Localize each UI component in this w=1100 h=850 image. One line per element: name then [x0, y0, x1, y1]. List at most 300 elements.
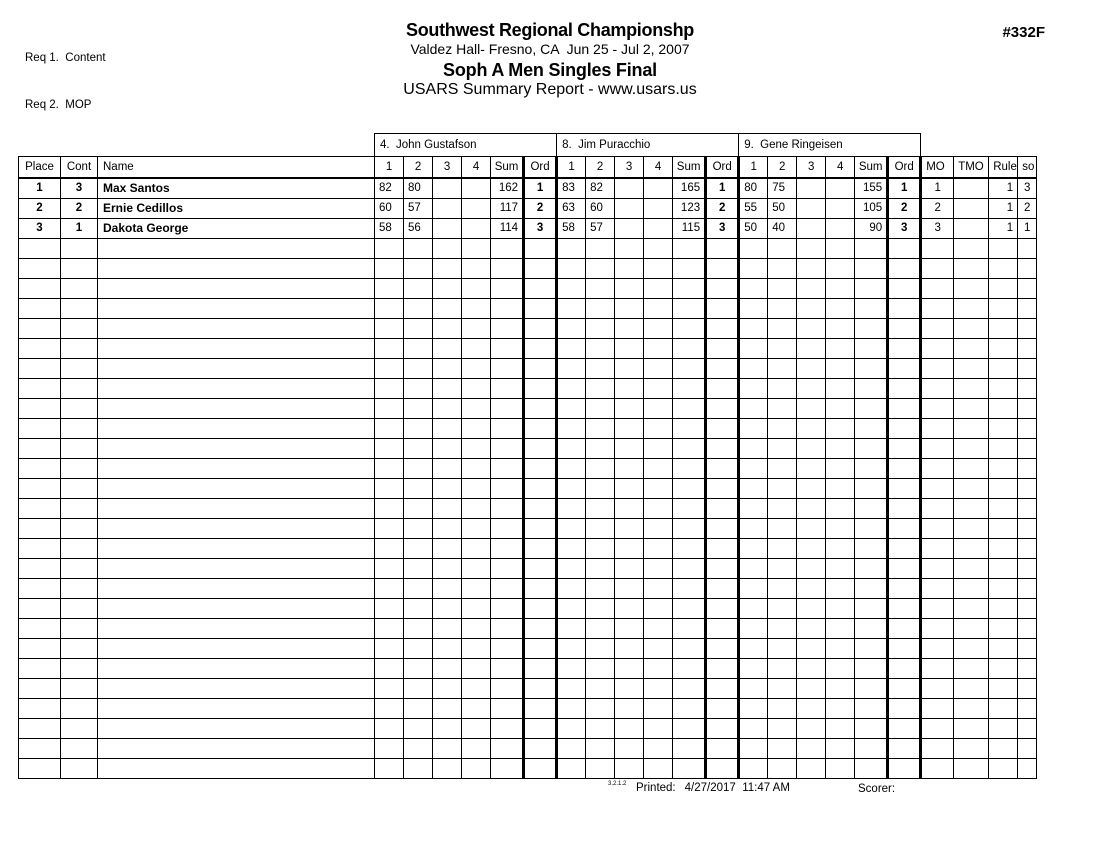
division-title: Soph A Men Singles Final: [443, 60, 657, 80]
judge1-score-cell: [433, 699, 462, 719]
judge3-score-cell: [768, 619, 797, 639]
judge1-score-cell: [462, 459, 491, 479]
judge3-score-cell: [768, 659, 797, 679]
rule-cell: [989, 579, 1018, 599]
judge1-score-cell: [404, 239, 433, 259]
mo-cell: [921, 379, 954, 399]
judge1-score-cell: 58: [375, 219, 404, 239]
judge1-score-cell: [404, 639, 433, 659]
tmo-cell: [954, 439, 989, 459]
judge3-score-cell: [768, 459, 797, 479]
judge-2-name: 8. Jim Puracchio: [557, 134, 739, 157]
judge3-score-cell: [826, 339, 855, 359]
judge1-score-cell: [404, 659, 433, 679]
judge1-score-cell: [433, 579, 462, 599]
judge2-ord-cell: [706, 739, 739, 759]
judge2-score-cell: [615, 619, 644, 639]
judge2-score-cell: [615, 719, 644, 739]
mo-cell: [921, 519, 954, 539]
judge2-score-cell: [644, 459, 673, 479]
judge1-score-cell: [404, 399, 433, 419]
header-judge2-3: 3: [615, 157, 644, 179]
judge3-score-cell: [739, 259, 768, 279]
judge3-ord-cell: [888, 239, 921, 259]
judge1-score-cell: [375, 499, 404, 519]
name-cell: [98, 499, 375, 519]
judge3-score-cell: [739, 319, 768, 339]
judge3-score-cell: [739, 279, 768, 299]
judge2-score-cell: [557, 619, 586, 639]
mo-cell: [921, 479, 954, 499]
judge3-ord-cell: [888, 419, 921, 439]
empty-table-row: [19, 719, 1037, 739]
judge2-score-cell: [615, 559, 644, 579]
judge1-score-cell: [462, 199, 491, 219]
judge2-score-cell: [586, 279, 615, 299]
cont-cell: [61, 519, 98, 539]
judge2-score-cell: 58: [557, 219, 586, 239]
judge1-score-cell: [462, 419, 491, 439]
judge1-score-cell: [462, 699, 491, 719]
cont-cell: [61, 579, 98, 599]
judge1-score-cell: [375, 519, 404, 539]
judge2-score-cell: [644, 759, 673, 779]
judge1-sum-cell: [491, 579, 524, 599]
judge2-score-cell: [586, 639, 615, 659]
judge3-ord-cell: [888, 719, 921, 739]
judge2-score-cell: [644, 359, 673, 379]
mo-cell: [921, 459, 954, 479]
judge1-score-cell: [462, 559, 491, 579]
judge3-score-cell: 55: [739, 199, 768, 219]
place-cell: [19, 539, 61, 559]
judge1-sum-cell: [491, 619, 524, 639]
judge3-ord-cell: [888, 439, 921, 459]
judge1-score-cell: [375, 759, 404, 779]
judge1-sum-cell: [491, 259, 524, 279]
judge1-score-cell: 56: [404, 219, 433, 239]
mo-cell: 1: [921, 178, 954, 199]
judge3-score-cell: [768, 479, 797, 499]
header-judge1-4: 4: [462, 157, 491, 179]
header-judge1-3: 3: [433, 157, 462, 179]
header-judge3-2: 2: [768, 157, 797, 179]
judge1-score-cell: [404, 719, 433, 739]
header-judge1-1: 1: [375, 157, 404, 179]
empty-table-row: [19, 659, 1037, 679]
header-judge3-3: 3: [797, 157, 826, 179]
judge3-ord-cell: [888, 559, 921, 579]
judge1-score-cell: [462, 739, 491, 759]
report-footer: [0, 779, 1100, 799]
judge1-ord-cell: [524, 359, 557, 379]
judge2-score-cell: [586, 459, 615, 479]
judge1-score-cell: [433, 419, 462, 439]
judge2-score-cell: [557, 419, 586, 439]
judge1-score-cell: [433, 199, 462, 219]
judge3-ord-cell: [888, 379, 921, 399]
judge1-ord-cell: [524, 679, 557, 699]
judge1-score-cell: [462, 579, 491, 599]
judge1-score-cell: [404, 739, 433, 759]
judge1-score-cell: [404, 499, 433, 519]
judge1-score-cell: [404, 479, 433, 499]
mo-cell: [921, 579, 954, 599]
mo-cell: [921, 619, 954, 639]
judge2-ord-cell: [706, 579, 739, 599]
rule-cell: [989, 759, 1018, 779]
judge1-score-cell: [462, 759, 491, 779]
place-cell: 3: [19, 219, 61, 239]
judge2-score-cell: [615, 299, 644, 319]
cont-cell: [61, 459, 98, 479]
cont-cell: [61, 259, 98, 279]
printed-value: 4/27/2017 11:47 AM: [684, 782, 790, 794]
name-cell: [98, 599, 375, 619]
judge2-score-cell: [615, 679, 644, 699]
judge1-score-cell: 82: [375, 178, 404, 199]
judge1-score-cell: [433, 319, 462, 339]
judge1-ord-cell: 3: [524, 219, 557, 239]
tmo-cell: [954, 379, 989, 399]
judge3-sum-cell: [855, 739, 888, 759]
judge3-score-cell: [797, 479, 826, 499]
judge1-score-cell: [404, 579, 433, 599]
mo-cell: [921, 539, 954, 559]
judge1-score-cell: [404, 519, 433, 539]
so-cell: [1018, 519, 1037, 539]
judge3-score-cell: [826, 359, 855, 379]
judge3-score-cell: [739, 539, 768, 559]
judge3-score-cell: [797, 439, 826, 459]
judge2-ord-cell: [706, 259, 739, 279]
judge1-score-cell: [433, 339, 462, 359]
judge1-sum-cell: 162: [491, 178, 524, 199]
judge1-score-cell: [462, 659, 491, 679]
empty-table-row: [19, 599, 1037, 619]
judge3-score-cell: [826, 459, 855, 479]
name-cell: [98, 439, 375, 459]
judge3-score-cell: [826, 319, 855, 339]
judge2-score-cell: [557, 519, 586, 539]
judge2-sum-cell: [673, 359, 706, 379]
place-cell: [19, 479, 61, 499]
judge2-score-cell: [644, 499, 673, 519]
judge2-score-cell: [644, 299, 673, 319]
judge3-sum-cell: [855, 519, 888, 539]
judge3-score-cell: [826, 599, 855, 619]
judge1-score-cell: [462, 178, 491, 199]
judge2-ord-cell: [706, 279, 739, 299]
judge3-score-cell: [768, 539, 797, 559]
judge1-score-cell: [375, 239, 404, 259]
judge3-ord-cell: 3: [888, 219, 921, 239]
judge1-score-cell: [462, 339, 491, 359]
judge3-score-cell: [797, 739, 826, 759]
tmo-cell: [954, 199, 989, 219]
header-judge3-1: 1: [739, 157, 768, 179]
doc-number: #332F: [1002, 24, 1045, 41]
judge2-ord-cell: [706, 379, 739, 399]
report-type-line: USARS Summary Report - www.usars.us: [403, 81, 697, 98]
judge1-score-cell: [433, 599, 462, 619]
tmo-cell: [954, 219, 989, 239]
name-cell: [98, 359, 375, 379]
judge3-score-cell: [826, 199, 855, 219]
judge2-score-cell: [615, 759, 644, 779]
mo-cell: [921, 439, 954, 459]
judge1-sum-cell: [491, 419, 524, 439]
judge3-ord-cell: [888, 299, 921, 319]
tmo-cell: [954, 459, 989, 479]
so-cell: [1018, 239, 1037, 259]
judge2-sum-cell: [673, 759, 706, 779]
judge3-ord-cell: [888, 279, 921, 299]
cont-cell: [61, 239, 98, 259]
judge1-score-cell: [375, 459, 404, 479]
mo-cell: [921, 359, 954, 379]
judge1-score-cell: [375, 659, 404, 679]
judge1-sum-cell: [491, 599, 524, 619]
judge3-score-cell: [797, 239, 826, 259]
judge2-sum-cell: [673, 319, 706, 339]
judge1-score-cell: [404, 419, 433, 439]
header-judge2-sum: Sum: [673, 157, 706, 179]
header-rule: Rule: [989, 157, 1018, 179]
judge1-score-cell: [404, 359, 433, 379]
place-cell: [19, 599, 61, 619]
judge2-score-cell: [586, 239, 615, 259]
judge3-score-cell: [797, 679, 826, 699]
rule-cell: 1: [989, 178, 1018, 199]
judge2-score-cell: 60: [586, 199, 615, 219]
header-name: Name: [98, 157, 375, 179]
judge1-score-cell: [375, 439, 404, 459]
judge2-score-cell: [557, 379, 586, 399]
so-cell: [1018, 339, 1037, 359]
judge1-score-cell: [462, 719, 491, 739]
judge2-score-cell: [586, 359, 615, 379]
judge1-score-cell: [404, 279, 433, 299]
judge1-score-cell: [433, 719, 462, 739]
mo-cell: [921, 419, 954, 439]
empty-table-row: [19, 379, 1037, 399]
judge2-sum-cell: [673, 519, 706, 539]
summary-table: [18, 133, 1037, 779]
judge1-score-cell: [375, 279, 404, 299]
judge1-ord-cell: [524, 239, 557, 259]
judge2-sum-cell: [673, 339, 706, 359]
judge1-sum-cell: [491, 739, 524, 759]
judge1-sum-cell: [491, 699, 524, 719]
judge2-score-cell: [644, 739, 673, 759]
judge2-ord-cell: [706, 559, 739, 579]
judge1-score-cell: [404, 259, 433, 279]
judge1-score-cell: [462, 499, 491, 519]
judge1-ord-cell: [524, 559, 557, 579]
judge1-ord-cell: [524, 419, 557, 439]
name-cell: [98, 279, 375, 299]
venue-date-line: Valdez Hall- Fresno, CA Jun 25 - Jul 2, 2007: [410, 41, 690, 57]
judge1-score-cell: [433, 239, 462, 259]
judge1-score-cell: [433, 559, 462, 579]
judge3-ord-cell: [888, 459, 921, 479]
place-cell: [19, 699, 61, 719]
judge2-sum-cell: [673, 739, 706, 759]
judge3-score-cell: [826, 239, 855, 259]
judge1-score-cell: [375, 319, 404, 339]
judge2-score-cell: [644, 319, 673, 339]
judge1-score-cell: 80: [404, 178, 433, 199]
judge1-sum-cell: 114: [491, 219, 524, 239]
judge1-score-cell: 60: [375, 199, 404, 219]
judge1-score-cell: [433, 619, 462, 639]
name-cell: [98, 239, 375, 259]
so-cell: [1018, 579, 1037, 599]
header-judge1-sum: Sum: [491, 157, 524, 179]
so-cell: [1018, 459, 1037, 479]
cont-cell: [61, 619, 98, 639]
judge1-score-cell: [433, 259, 462, 279]
judge2-ord-cell: [706, 679, 739, 699]
judge3-score-cell: 50: [739, 219, 768, 239]
judge3-sum-cell: [855, 539, 888, 559]
judge1-sum-cell: 117: [491, 199, 524, 219]
cont-cell: 2: [61, 199, 98, 219]
name-cell: [98, 299, 375, 319]
req-line-2: Req 2. MOP: [25, 98, 92, 111]
so-cell: [1018, 539, 1037, 559]
judge1-score-cell: [375, 699, 404, 719]
judge1-score-cell: [462, 619, 491, 639]
judge1-score-cell: [375, 599, 404, 619]
judge3-ord-cell: 2: [888, 199, 921, 219]
judge2-sum-cell: [673, 719, 706, 739]
judge2-score-cell: [557, 479, 586, 499]
judge1-score-cell: [404, 759, 433, 779]
place-cell: [19, 619, 61, 639]
place-cell: 2: [19, 199, 61, 219]
judge3-score-cell: [739, 399, 768, 419]
judge1-score-cell: [433, 679, 462, 699]
rule-cell: 1: [989, 219, 1018, 239]
judge2-score-cell: [557, 399, 586, 419]
judge3-sum-cell: [855, 439, 888, 459]
judge1-score-cell: [375, 679, 404, 699]
so-cell: [1018, 699, 1037, 719]
judge3-score-cell: [797, 719, 826, 739]
place-cell: [19, 559, 61, 579]
judge3-score-cell: [797, 659, 826, 679]
judge2-score-cell: [557, 499, 586, 519]
judge1-sum-cell: [491, 319, 524, 339]
judge2-score-cell: [586, 659, 615, 679]
judge1-score-cell: [404, 539, 433, 559]
judge3-score-cell: [826, 519, 855, 539]
judge1-score-cell: [375, 339, 404, 359]
judge3-score-cell: 40: [768, 219, 797, 239]
name-cell: [98, 699, 375, 719]
judge3-score-cell: [739, 339, 768, 359]
judge3-score-cell: [768, 379, 797, 399]
place-cell: [19, 299, 61, 319]
req-line-1: Req 1. Content: [25, 52, 106, 64]
judge1-score-cell: [375, 479, 404, 499]
judge1-ord-cell: [524, 759, 557, 779]
so-cell: [1018, 299, 1037, 319]
judge1-score-cell: [404, 339, 433, 359]
rule-cell: [989, 719, 1018, 739]
judge3-ord-cell: [888, 639, 921, 659]
judge3-score-cell: [797, 339, 826, 359]
judge2-sum-cell: [673, 599, 706, 619]
judge3-score-cell: [768, 299, 797, 319]
judge2-ord-cell: [706, 299, 739, 319]
cont-cell: [61, 479, 98, 499]
judge2-score-cell: [586, 759, 615, 779]
rule-cell: [989, 379, 1018, 399]
judge3-score-cell: [797, 178, 826, 199]
place-cell: [19, 719, 61, 739]
tmo-cell: [954, 659, 989, 679]
judge2-sum-cell: [673, 579, 706, 599]
judge2-score-cell: [615, 239, 644, 259]
judge3-score-cell: [739, 599, 768, 619]
judge2-score-cell: [557, 239, 586, 259]
rule-cell: [989, 279, 1018, 299]
rule-cell: [989, 259, 1018, 279]
judge2-sum-cell: [673, 459, 706, 479]
judge3-score-cell: [826, 219, 855, 239]
cont-cell: 1: [61, 219, 98, 239]
mo-cell: [921, 639, 954, 659]
judge2-ord-cell: [706, 659, 739, 679]
judge3-score-cell: [797, 399, 826, 419]
judge2-score-cell: [586, 479, 615, 499]
judge3-score-cell: [797, 299, 826, 319]
judge1-sum-cell: [491, 399, 524, 419]
judge3-score-cell: [739, 619, 768, 639]
judge3-ord-cell: [888, 339, 921, 359]
tmo-cell: [954, 519, 989, 539]
judge3-score-cell: [826, 739, 855, 759]
judge3-score-cell: [768, 559, 797, 579]
place-cell: [19, 319, 61, 339]
judge3-sum-cell: [855, 579, 888, 599]
empty-table-row: [19, 279, 1037, 299]
place-cell: [19, 739, 61, 759]
judge3-score-cell: 50: [768, 199, 797, 219]
tmo-cell: [954, 759, 989, 779]
judge2-score-cell: [644, 519, 673, 539]
judge2-score-cell: [586, 539, 615, 559]
judge2-score-cell: [586, 719, 615, 739]
judge2-sum-cell: [673, 639, 706, 659]
empty-table-row: [19, 739, 1037, 759]
judge3-sum-cell: [855, 259, 888, 279]
judge3-sum-cell: [855, 239, 888, 259]
judge1-score-cell: [375, 539, 404, 559]
judge3-sum-cell: [855, 339, 888, 359]
judge2-score-cell: [557, 319, 586, 339]
empty-table-row: [19, 399, 1037, 419]
name-cell: [98, 679, 375, 699]
judge3-score-cell: [797, 619, 826, 639]
judge1-score-cell: [462, 679, 491, 699]
cont-cell: [61, 599, 98, 619]
judge2-score-cell: [615, 219, 644, 239]
judge3-score-cell: [739, 359, 768, 379]
